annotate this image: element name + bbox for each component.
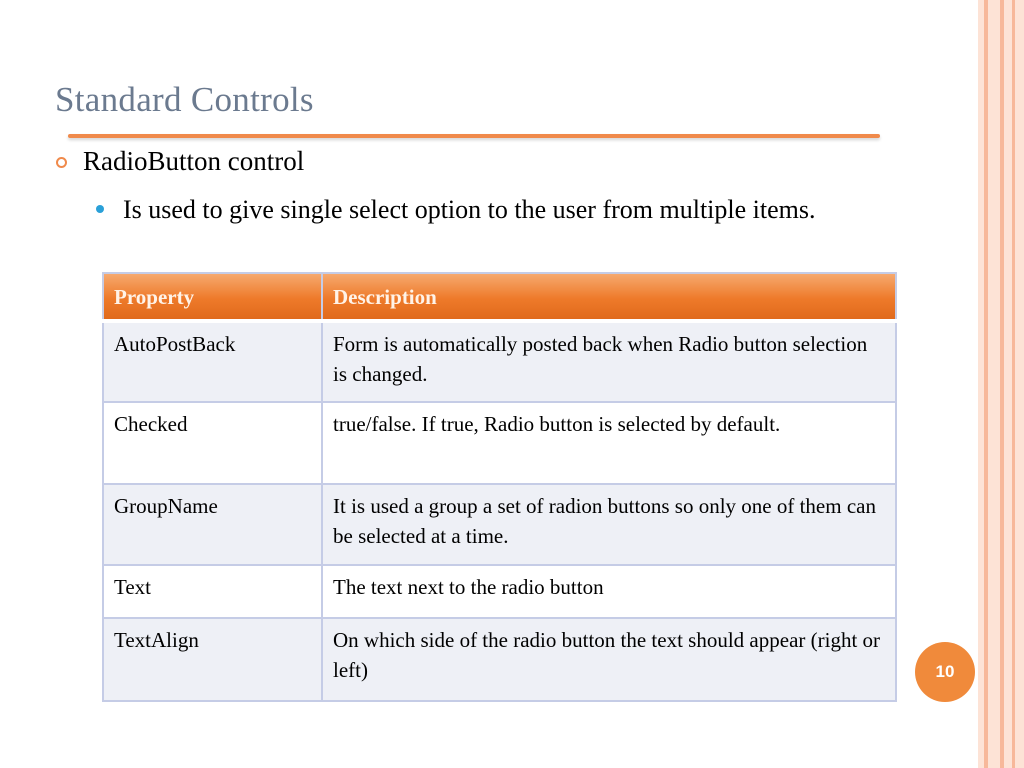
description-cell: On which side of the radio button the text should appear (right or left) bbox=[322, 618, 896, 701]
property-cell: GroupName bbox=[103, 484, 322, 565]
description-cell: The text next to the radio button bbox=[322, 565, 896, 618]
bullet-level2 bbox=[96, 193, 956, 226]
description-cell: Form is automatically posted back when Radio button selection is changed. bbox=[322, 321, 896, 402]
property-cell: AutoPostBack bbox=[103, 321, 322, 402]
table-row bbox=[103, 618, 896, 701]
property-cell: TextAlign bbox=[103, 618, 322, 701]
column-header-property: Property bbox=[103, 273, 322, 321]
description-cell: It is used a group a set of radion buttons so only one of them can be selected at a time. bbox=[322, 484, 896, 565]
page-number-badge: 10 bbox=[915, 642, 975, 702]
column-header-description: Description bbox=[322, 273, 896, 321]
properties-table bbox=[102, 272, 897, 702]
decor-stripe bbox=[988, 0, 1000, 768]
title-underline bbox=[68, 134, 880, 138]
decor-stripe bbox=[1015, 0, 1024, 768]
slide-title: Standard Controls bbox=[55, 80, 314, 119]
table-header-row bbox=[103, 273, 896, 321]
table-row bbox=[103, 402, 896, 484]
property-cell: Text bbox=[103, 565, 322, 618]
bullet-level2-text: Is used to give single select option to the user from multiple items. bbox=[123, 195, 816, 224]
bullet-level1 bbox=[56, 146, 304, 177]
ring-bullet-icon bbox=[56, 157, 67, 168]
table-row bbox=[103, 321, 896, 402]
description-cell: true/false. If true, Radio button is selected by default. bbox=[322, 402, 896, 484]
table-row bbox=[103, 565, 896, 618]
dot-bullet-icon bbox=[96, 205, 104, 213]
bullet-level1-text: RadioButton control bbox=[83, 146, 305, 176]
property-cell: Checked bbox=[103, 402, 322, 484]
decor-stripe bbox=[1004, 0, 1012, 768]
table-row bbox=[103, 484, 896, 565]
